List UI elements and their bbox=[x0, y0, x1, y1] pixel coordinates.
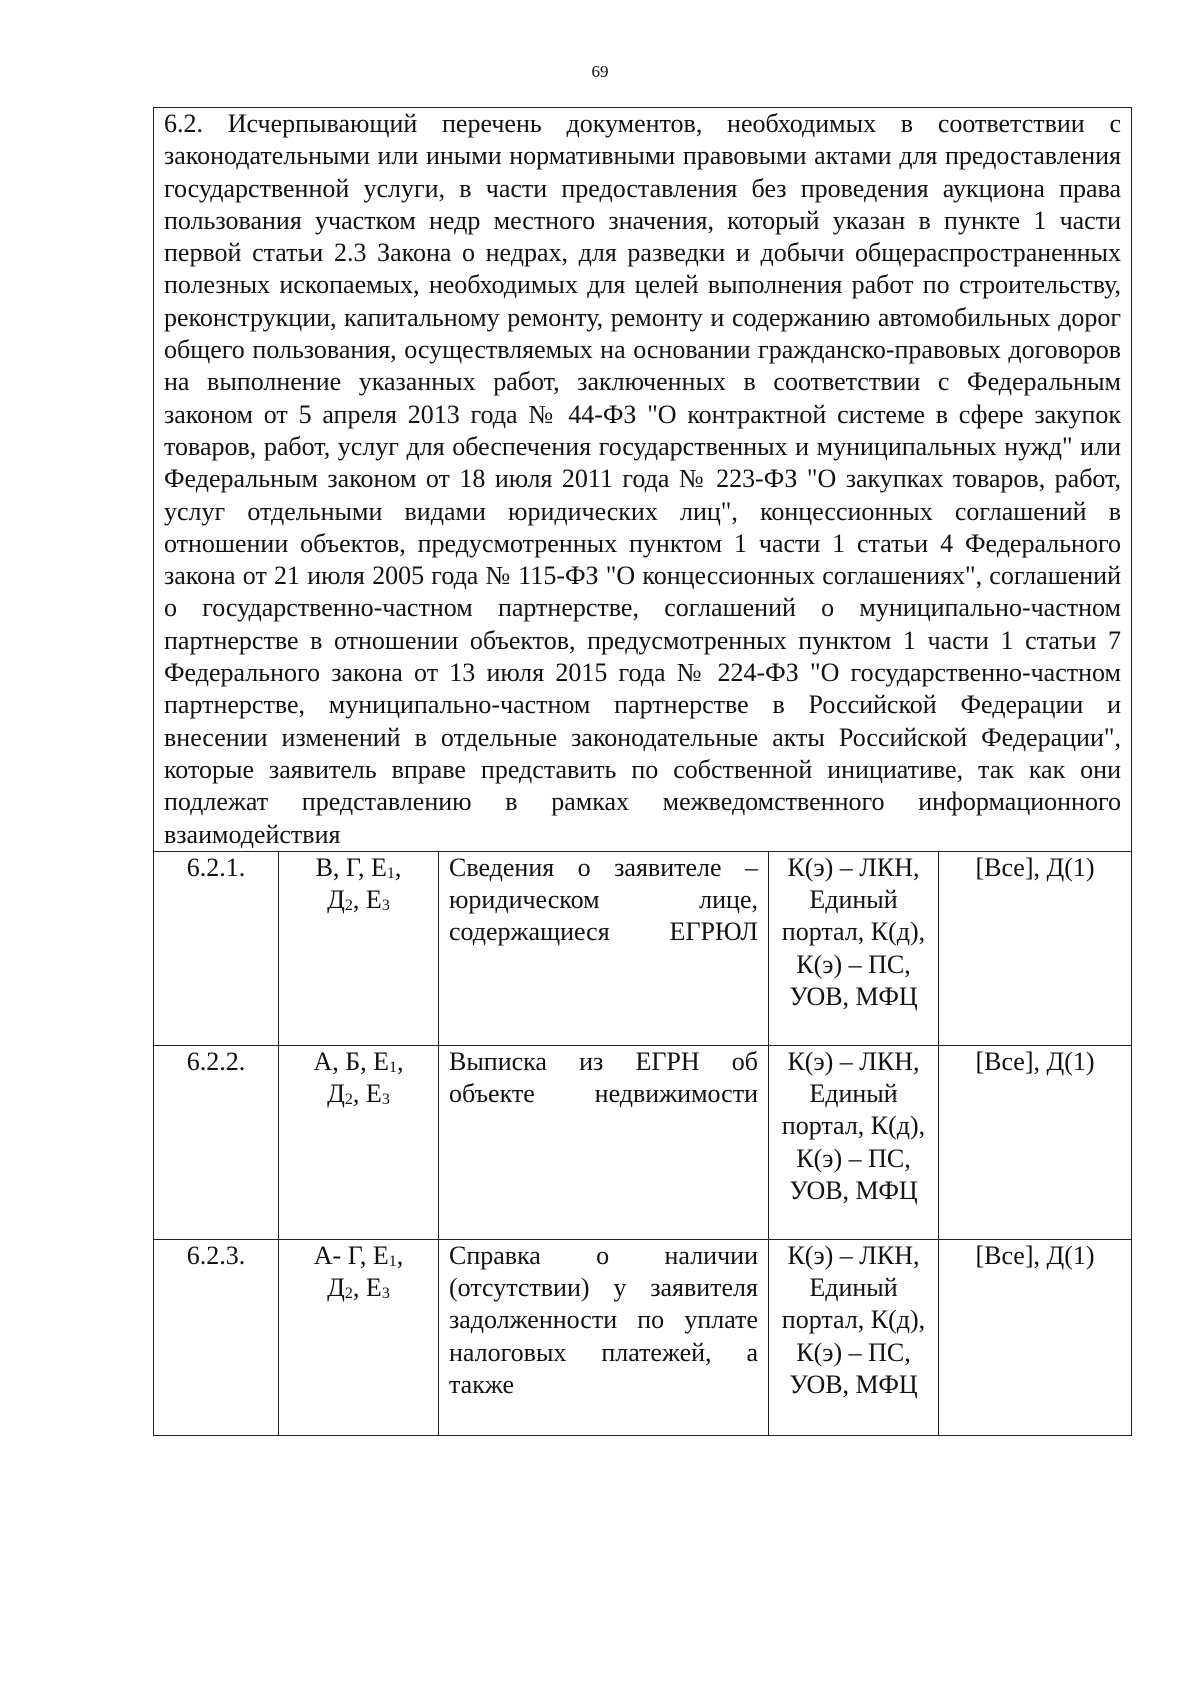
applicant-categories: В, Г, $Е_1$, $Д_2$, $Е_3$ bbox=[279, 851, 439, 1045]
categories-sub: 1 bbox=[386, 864, 395, 882]
documents-table bbox=[153, 107, 1132, 1436]
row-number: 6.2.3. bbox=[154, 1239, 279, 1435]
applicable-subjects: [Все], Д(1) bbox=[939, 851, 1132, 1045]
categories-text: , Е bbox=[352, 1079, 382, 1109]
categories-sub: 2 bbox=[344, 897, 353, 915]
document-description: Сведения о заявителе – юридическом лице, содержащиеся ЕГРЮЛ bbox=[439, 851, 769, 1045]
categories-sub: 3 bbox=[381, 1285, 390, 1303]
categories-text: , Е bbox=[352, 1273, 382, 1303]
document-description: Справка о наличии (отсутствии) у заявителя задолженности по уплате налоговых платежей, а также bbox=[439, 1239, 769, 1435]
table-row bbox=[154, 1239, 1132, 1435]
categories-sub: 3 bbox=[381, 1091, 390, 1109]
categories-sub: 3 bbox=[381, 897, 390, 915]
applicable-subjects: [Все], Д(1) bbox=[939, 1045, 1132, 1239]
categories-text: , Е bbox=[352, 885, 382, 915]
row-number: 6.2.2. bbox=[154, 1045, 279, 1239]
categories-sub: 2 bbox=[344, 1285, 353, 1303]
applicant-categories: А- Г, $Е_1$, $Д_2$, $Е_3$ bbox=[279, 1239, 439, 1435]
applicant-categories: А, Б, $Е_1$, $Д_2$, $Е_3$ bbox=[279, 1045, 439, 1239]
categories-sub: 1 bbox=[388, 1252, 397, 1270]
applicable-subjects: [Все], Д(1) bbox=[939, 1239, 1132, 1435]
submission-channels: К(э) – ЛКН, Единый портал, К(д), К(э) – ПС, УОВ, МФЦ bbox=[769, 851, 939, 1045]
table-row bbox=[154, 851, 1132, 1045]
categories-text: Д bbox=[327, 885, 345, 915]
document-description: Выписка из ЕГРН об объекте недвижимости bbox=[439, 1045, 769, 1239]
categories-text: А- Г, Е bbox=[313, 1240, 389, 1270]
table-row bbox=[154, 1045, 1132, 1239]
categories-text: Д bbox=[327, 1079, 345, 1109]
categories-sub: 1 bbox=[389, 1058, 398, 1076]
row-number: 6.2.1. bbox=[154, 851, 279, 1045]
categories-sub: 2 bbox=[344, 1091, 353, 1109]
categories-text: В, Г, Е bbox=[315, 852, 387, 882]
page-number: 69 bbox=[591, 62, 609, 81]
categories-text: Д bbox=[327, 1273, 345, 1303]
categories-text: А, Б, Е bbox=[313, 1046, 390, 1076]
submission-channels: К(э) – ЛКН, Единый портал, К(д), К(э) – ПС, УОВ, МФЦ bbox=[769, 1239, 939, 1435]
submission-channels: К(э) – ЛКН, Единый портал, К(д), К(э) – ПС, УОВ, МФЦ bbox=[769, 1045, 939, 1239]
intro-row bbox=[154, 108, 1132, 852]
intro-paragraph: 6.2. Исчерпывающий перечень документов, необходимых в соответствии с законодательными или иными нормативными правовыми актами для предоставления государственной услуги, в части предоставления без проведения аукциона права пользования участком недр местного значения, который указан в пункте 1 части первой статьи 2.3 Закона о недрах, для разведки и добычи общераспространенных полезных ископаемых, необходимых для целей выполнения работ по строительству, реконструкции, капитальному ремонту, ремонту и содержанию автомобильных дорог общего пользования, осуществляемых на основании гражданско-правовых договоров на выполнение указанных работ, заключенных в соответствии с Федеральным законом от 5 апреля 2013 года № 44-ФЗ "О контрактной системе в сфере закупок товаров, работ, услуг для обеспечения государственных и муниципальных нужд" или Федеральным законом от 18 июля 2011 года № 223-ФЗ "О закупках товаров, работ, услуг отдельными видами юридических лиц", концессионных соглашений в отношении объектов, предусмотренных пунктом 1 части 1 статьи 4 Федерального закона от 21 июля 2005 года № 115-ФЗ "О концессионных соглашениях", соглашений о государственно-частном партнерстве, соглашений о муниципально-частном партнерстве в отношении объектов, предусмотренных пунктом 1 части 1 статьи 7 Федерального закона от 13 июля 2015 года № 224-ФЗ "О государственно-частном партнерстве, муниципально-частном партнерстве в Российской Федерации и внесении изменений в отдельные законодательные акты Российской Федерации", которые заявитель вправе представить по собственной инициативе, так как они подлежат представлению в рамках межведомственного информационного взаимодействия bbox=[154, 108, 1132, 852]
